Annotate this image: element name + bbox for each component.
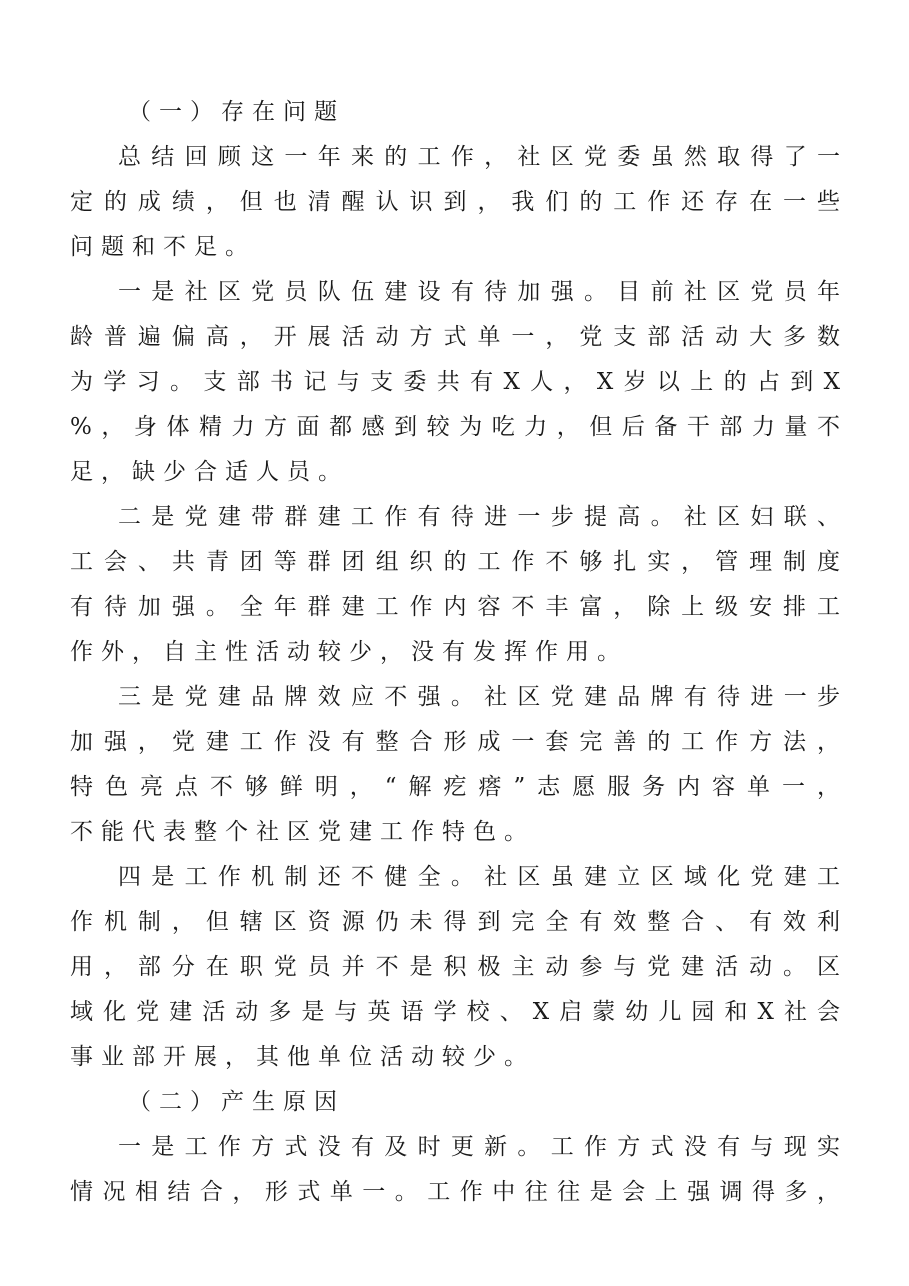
paragraph-line: 为学习。支部书记与支委共有X人，X岁以上的占到X — [70, 369, 840, 395]
paragraph-line: 一是社区党员队伍建设有待加强。目前社区党员年 — [118, 279, 840, 305]
paragraph-line: 用，部分在职党员并不是积极主动参与党建活动。区 — [70, 954, 840, 980]
paragraph-line: 情况相结合，形式单一。工作中往往是会上强调得多， — [70, 1179, 840, 1205]
paragraph-line: 作外，自主性活动较少，没有发挥作用。 — [70, 639, 628, 665]
paragraph-line: 四是工作机制还不健全。社区虽建立区域化党建工 — [118, 864, 840, 890]
paragraph-line: 工会、共青团等群团组织的工作不够扎实，管理制度 — [70, 549, 840, 575]
paragraph-line: %，身体精力方面都感到较为吃力，但后备干部力量不 — [70, 414, 840, 440]
paragraph-line: 足，缺少合适人员。 — [70, 459, 349, 485]
paragraph-line: 事业部开展，其他单位活动较少。 — [70, 1044, 535, 1070]
paragraph-line: 龄普遍偏高，开展活动方式单一，党支部活动大多数 — [70, 324, 840, 350]
paragraph-line: 二是党建带群建工作有待进一步提高。社区妇联、 — [118, 504, 840, 530]
paragraph-line: 域化党建活动多是与英语学校、X启蒙幼儿园和X社会 — [70, 999, 840, 1025]
paragraph-line: 问题和不足。 — [70, 234, 256, 260]
paragraph-line: 加强，党建工作没有整合形成一套完善的工作方法， — [70, 729, 840, 755]
paragraph-line: 不能代表整个社区党建工作特色。 — [70, 819, 535, 845]
paragraph-line: 三是党建品牌效应不强。社区党建品牌有待进一步 — [118, 684, 840, 710]
paragraph-line: 有待加强。全年群建工作内容不丰富，除上级安排工 — [70, 594, 840, 620]
paragraph-line: 作机制，但辖区资源仍未得到完全有效整合、有效利 — [70, 909, 840, 935]
section-heading-causes: （二）产生原因 — [128, 1089, 345, 1115]
paragraph-line: 特色亮点不够鲜明，“解疙瘩”志愿服务内容单一， — [70, 774, 840, 800]
paragraph-line: 定的成绩，但也清醒认识到，我们的工作还存在一些 — [70, 189, 840, 215]
section-heading-problems: （一）存在问题 — [128, 99, 345, 125]
paragraph-line: 一是工作方式没有及时更新。工作方式没有与现实 — [118, 1134, 840, 1160]
paragraph-line: 总结回顾这一年来的工作，社区党委虽然取得了一 — [118, 144, 840, 170]
